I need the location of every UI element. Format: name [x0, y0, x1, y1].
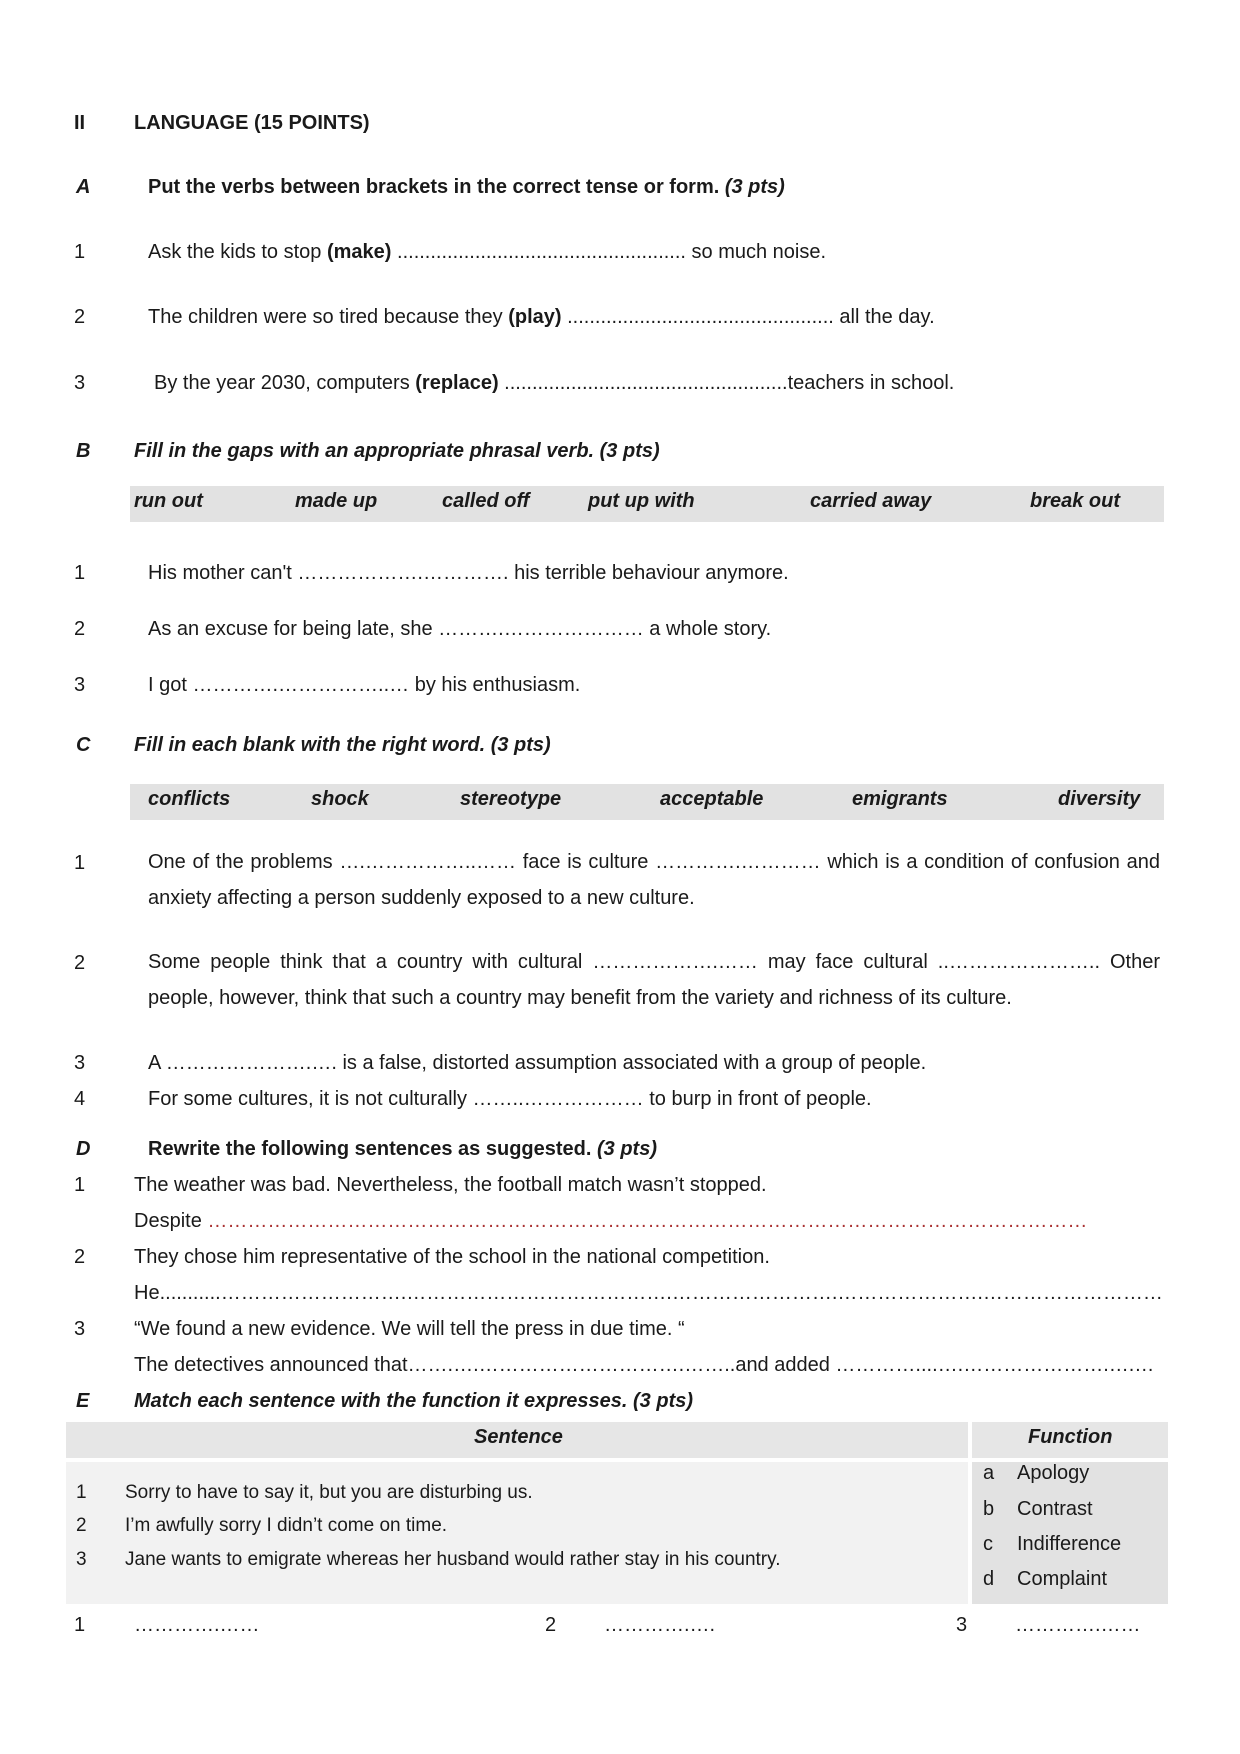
- word-b-3: called off: [442, 490, 530, 512]
- part-b-letter: B: [76, 440, 91, 462]
- word-c-2: shock: [311, 788, 369, 810]
- word-b-2: made up: [295, 490, 378, 512]
- answer-number: 2: [545, 1614, 557, 1636]
- word-b-4: put up with: [588, 490, 695, 512]
- e-sentence-2: I’m awfully sorry I didn’t come on time.: [125, 1515, 448, 1536]
- c-item-number: 4: [74, 1088, 86, 1110]
- d-item-number: 2: [74, 1246, 86, 1268]
- c-item-number: 2: [74, 952, 86, 974]
- b-item-1: His mother can't ……………….…………. his terrible behaviour anymore.: [148, 562, 789, 584]
- part-a-instruction: Put the verbs between brackets in the correct tense or form. (3 pts): [148, 176, 785, 198]
- a-item-2: The children were so tired because they (play) ................................................ all the day.: [148, 306, 935, 328]
- part-b-instruction: Fill in the gaps with an appropriate phrasal verb. (3 pts): [134, 440, 660, 462]
- function-letter: d: [983, 1568, 995, 1590]
- a-item-number: 2: [74, 306, 86, 328]
- d-item-number: 1: [74, 1174, 86, 1196]
- c-item-2: Some people think that a country with cultural ……………….…… may face cultural ..………………….. Other people, however, think that such a country may benefit from the variety and richness of its culture.: [148, 951, 1160, 1009]
- function-letter: b: [983, 1498, 995, 1520]
- part-c-instruction: Fill in each blank with the right word. (3 pts): [134, 734, 551, 756]
- b-item-number: 2: [74, 618, 86, 640]
- b-item-2: As an excuse for being late, she ……….………………… a whole story.: [148, 618, 772, 640]
- e-sentence-number: 1: [76, 1482, 87, 1503]
- e-sentence-1: Sorry to have to say it, but you are disturbing us.: [125, 1482, 533, 1503]
- word-c-3: stereotype: [460, 788, 562, 810]
- section-number: II: [74, 112, 86, 134]
- b-item-number: 3: [74, 674, 86, 696]
- a-item-number: 1: [74, 241, 86, 263]
- c-item-number: 1: [74, 852, 86, 874]
- word-b-5: carried away: [810, 490, 932, 512]
- a-item-3: By the year 2030, computers (replace) ...................................................teachers in school.: [154, 372, 955, 394]
- word-c-6: diversity: [1058, 788, 1141, 810]
- word-c-1: conflicts: [148, 788, 231, 810]
- function-b: Contrast: [1017, 1498, 1093, 1520]
- answer-blank-1[interactable]: ………….……: [134, 1614, 260, 1636]
- column-function: Function: [1028, 1426, 1113, 1448]
- answer-blank-3[interactable]: ………….……: [1015, 1614, 1141, 1636]
- part-d-instruction: Rewrite the following sentences as suggested. (3 pts): [148, 1138, 657, 1160]
- word-b-6: break out: [1030, 490, 1121, 512]
- function-a: Apology: [1017, 1462, 1090, 1484]
- answer-blank-2[interactable]: ………….….: [604, 1614, 716, 1636]
- e-sentence-3: Jane wants to emigrate whereas her husband would rather stay in his country.: [125, 1549, 781, 1570]
- b-item-3: I got ………….……………..… by his enthusiasm.: [148, 674, 581, 696]
- e-sentence-number: 2: [76, 1515, 87, 1536]
- part-a-letter: A: [76, 176, 91, 198]
- word-box-c: [130, 784, 1164, 820]
- d-item-2-sentence: They chose him representative of the school in the national competition.: [134, 1246, 770, 1268]
- part-e-letter: E: [76, 1390, 90, 1412]
- d-item-number: 3: [74, 1318, 86, 1340]
- column-sentence: Sentence: [474, 1426, 563, 1448]
- a-item-number: 3: [74, 372, 86, 394]
- c-item-3: A ………………….…. is a false, distorted assumption associated with a group of people.: [148, 1052, 927, 1074]
- d-item-2-rewrite: He...........……………………….………………………………….…………………….………………….………………………: [134, 1282, 1163, 1304]
- function-d: Complaint: [1017, 1568, 1108, 1590]
- section-title: LANGUAGE (15 POINTS): [134, 112, 370, 134]
- function-letter: a: [983, 1462, 995, 1484]
- a-item-1: Ask the kids to stop (make) .................................................... so much noise.: [148, 241, 827, 263]
- e-sentence-number: 3: [76, 1549, 87, 1570]
- answer-number: 3: [956, 1614, 968, 1636]
- answer-number: 1: [74, 1614, 86, 1636]
- c-item-number: 3: [74, 1052, 86, 1074]
- d-item-1-rewrite: Despite ……………………………………………………………………………………………………………………: [134, 1210, 1088, 1232]
- c-item-1: One of the problems ….……………..…… face is culture ………….………… which is a condition of confusion and anxiety affecting a person suddenly exposed to a new culture.: [148, 851, 1160, 909]
- part-d-letter: D: [76, 1138, 91, 1160]
- part-c-letter: C: [76, 734, 91, 756]
- d-item-3-rewrite: The detectives announced that…….….………………………….……..and added …………....….………………….….…: [134, 1354, 1155, 1376]
- d-item-3-sentence: “We found a new evidence. We will tell the press in due time. “: [134, 1318, 685, 1340]
- function-letter: c: [983, 1533, 993, 1555]
- word-c-5: emigrants: [852, 788, 948, 810]
- function-c: Indifference: [1017, 1533, 1122, 1555]
- c-item-4: For some cultures, it is not culturally ……..……………… to burp in front of people.: [148, 1088, 872, 1110]
- word-c-4: acceptable: [660, 788, 764, 810]
- b-item-number: 1: [74, 562, 86, 584]
- d-item-1-sentence: The weather was bad. Nevertheless, the football match wasn’t stopped.: [134, 1174, 767, 1196]
- part-e-instruction: Match each sentence with the function it expresses. (3 pts): [134, 1390, 694, 1412]
- word-b-1: run out: [134, 490, 203, 512]
